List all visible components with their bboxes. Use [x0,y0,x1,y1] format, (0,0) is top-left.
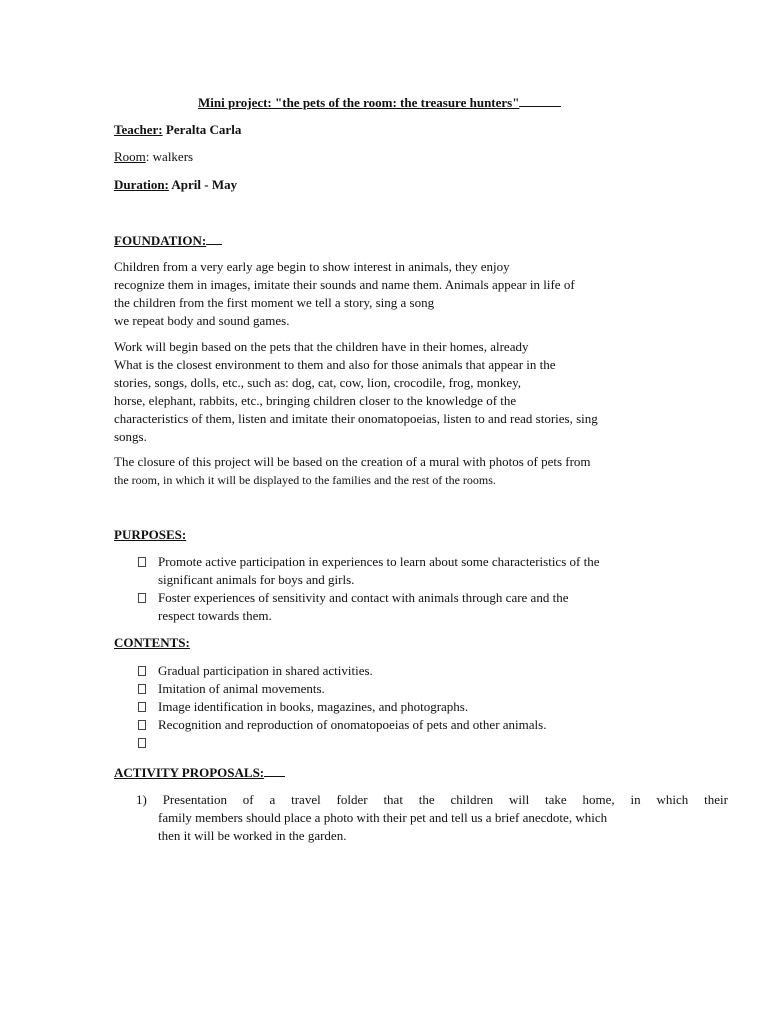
teacher-value: Peralta Carla [162,122,242,137]
teacher-label: Teacher: [114,122,163,137]
activity-proposals-heading: ACTIVITY PROPOSALS: [114,764,285,781]
checkbox-bullet-icon [138,666,146,676]
foundation-paragraph-2 [114,338,598,446]
text-line: stories, songs, dolls, etc., such as: dog, cat, cow, lion, crocodile, frog, monkey, [114,375,522,390]
foundation-paragraph-1 [114,258,575,330]
justified-word: a [269,792,276,807]
justified-word: which [656,792,689,807]
text-line: family members should place a photo with their pet and tell us a brief anecdote, which [158,810,608,825]
text-line: Children from a very early age begin to show interest in animals, they enjoy [114,259,510,274]
text-line: the children from the first moment we tell a story, sing a song [114,295,435,310]
purposes-heading: PURPOSES: [114,527,187,542]
duration-line [114,177,237,193]
text-line: songs. [114,429,147,444]
text-line: the room, in which it will be displayed to the families and the rest of the rooms. [114,473,496,487]
title-underline-tail [519,94,561,107]
justified-word: Presentation [162,792,227,807]
justified-word: of [242,792,254,807]
activity-list [136,791,728,845]
room-line [114,149,193,165]
checkbox-bullet-icon [138,557,146,567]
duration-value: April - May [168,177,238,192]
justified-word: take [545,792,567,807]
teacher-line [114,122,241,138]
document-page: Mini project: "the pets of the room: the treasure hunters" Teacher: Peralta Carla Room: walkers Duration: April - May FOUNDATION: Children from a very early age begin to show interest in animals, they enjoy recognize them in images, imitate their sounds and name them. Animals appear in life of the children from the first moment we tell a story, sing a song we repeat body and sound games. Work will begin based on the pets that the children have in their homes, already What is the closest environment to them and also for those animals that appear in the stories, songs, dolls, etc., such as: dog, cat, cow, lion, crocodile, frog, monkey, horse, elephant, rabbits, etc., bringing children closer to the knowledge of the characteristics of them, listen and imitate their onomatopoeias, listen to and read stories, sing songs. The closure of this project will be based on the creation of a mural with photos of pets from the room, in which it will be displayed to the families and the rest of the rooms. PURPOSES: Promote active participation in experiences to learn about some characteristics of the significant animals for boys and girls. Foster experiences of sensitivity and contact with animals through care and the respect towards them. CONTENTS: Gradual participation in shared activities. Imitation of animal movements. Image identification in books, magazines, and photographs. Recognition and reproduction of onomatopoeias of pets and other animals. ACTIVITY PROPOSALS: 1) Presentation of a travel folder that the children will take home, in which their family members should place a photo with their pet and tell us a brief anecdote, which then it will be worked in the garden. [114,95,728,843]
checkbox-bullet-icon [138,593,146,603]
justified-word: children [450,792,494,807]
text-line: horse, elephant, rabbits, etc., bringing children closer to the knowledge of the [114,393,517,408]
foundation-paragraph-3 [114,453,591,489]
contents-heading: CONTENTS: [114,635,190,650]
text-line: characteristics of them, listen and imitate their onomatopoeias, listen to and read stories, sing [114,411,598,426]
justified-word: folder [336,792,368,807]
activity-item-number: 1) [136,792,147,807]
text-line: Work will begin based on the pets that the children have in their homes, already [114,339,529,354]
activity-item-1-first-line [136,791,728,809]
justified-word: home, [582,792,615,807]
checkbox-bullet-icon [138,720,146,730]
text-line: The closure of this project will be based on the creation of a mural with photos of pets from [114,454,591,469]
text-line: then it will be worked in the garden. [158,828,347,843]
room-value: : walkers [145,149,194,164]
justified-word: travel [291,792,321,807]
text-line: recognize them in images, imitate their sounds and name them. Animals appear in life of [114,277,575,292]
room-label: Room [114,149,146,164]
foundation-heading: FOUNDATION: [114,232,222,249]
text-line: we repeat body and sound games. [114,313,290,328]
checkbox-bullet-icon [138,684,146,694]
justified-word: the [418,792,435,807]
justified-word: in [630,792,641,807]
checkbox-bullet-icon [138,702,146,712]
justified-word: their [704,792,728,807]
text-line: What is the closest environment to them and also for those animals that appear in the [114,357,556,372]
document-title: Mini project: "the pets of the room: the treasure hunters" [198,94,561,111]
justified-word: that [383,792,403,807]
justified-word: will [508,792,530,807]
checkbox-bullet-icon [138,738,146,748]
duration-label: Duration: [114,177,169,192]
